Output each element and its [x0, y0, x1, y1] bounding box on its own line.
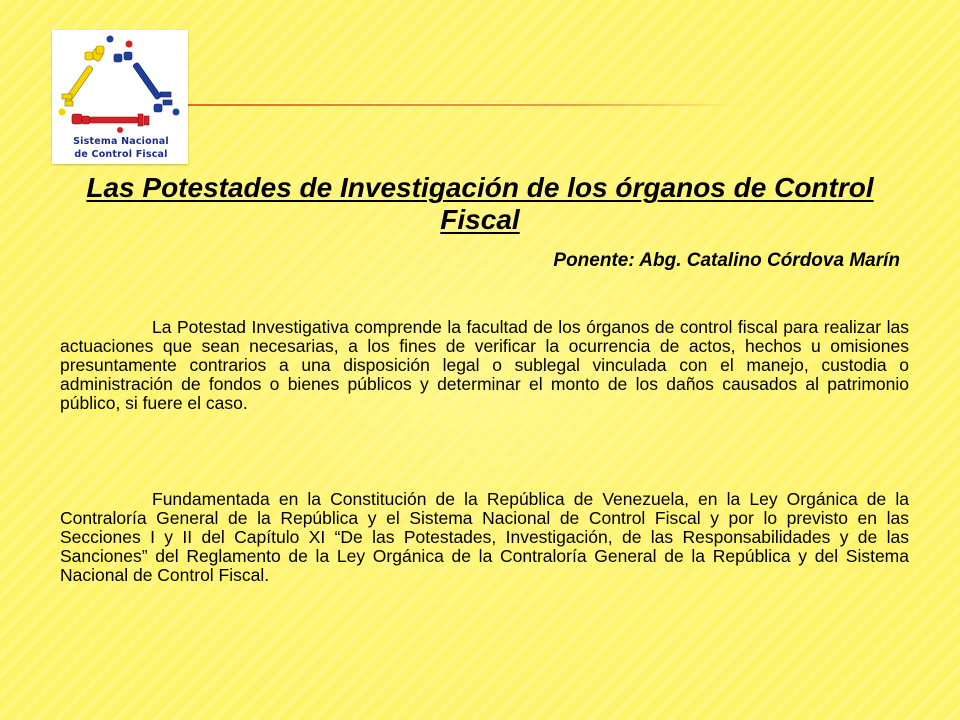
logo-text-line1: Sistema Nacional	[73, 136, 169, 147]
logo-text-line2: de Control Fiscal	[74, 149, 168, 160]
logo	[52, 30, 188, 164]
header-rule	[188, 104, 740, 106]
paragraph-2: Fundamentada en la Constitución de la República de Venezuela, en la Ley Orgánica de la Contraloría General de la República y el Sistema Nacional de Control Fiscal y por lo previsto en las Secciones I y II del Capítulo XI “De las Potestades, Investigación, de las Responsabilidades y de las Sanciones” del Reglamento de la Ley Orgánica de la Contraloría General de la República y del Sistema Nacional de Control Fiscal.	[60, 489, 909, 585]
slide-title: Las Potestades de Investigación de los órganos de Control Fiscal	[86, 172, 874, 235]
paragraph-1: La Potestad Investigativa comprende la facultad de los órganos de control fiscal para realizar las actuaciones que sean necesarias, a los fines de verificar la ocurrencia de actos, hechos u omisiones presuntamente contrarios a una disposición legal o sublegal vinculada con el manejo, custodia o administración de fondos o bienes públicos y determinar el monto de los daños causados al patrimonio público, si fuere el caso.	[60, 317, 909, 413]
presenter-line: Ponente: Abg. Catalino Córdova Marín	[553, 250, 900, 271]
